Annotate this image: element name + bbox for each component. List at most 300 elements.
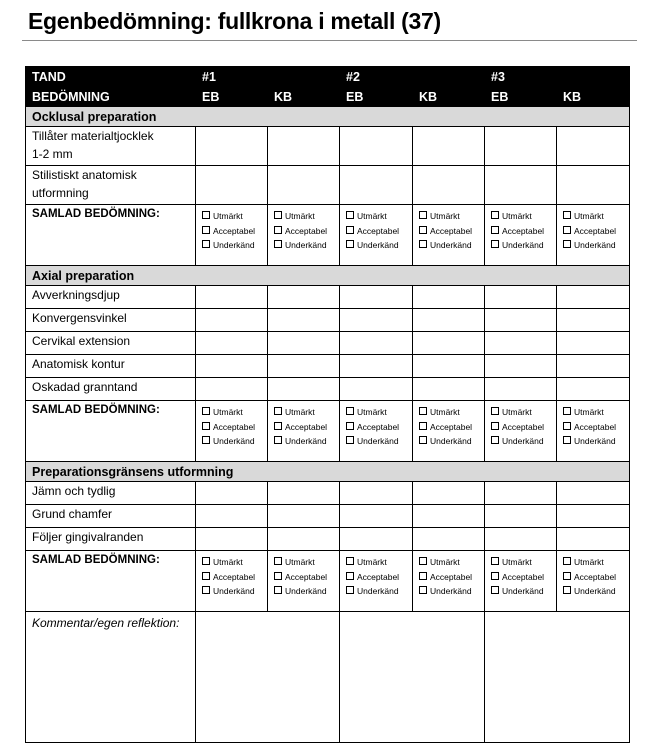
checkbox[interactable] bbox=[563, 211, 571, 219]
rating-options-cell bbox=[268, 401, 340, 462]
rating-option-label: Acceptabel bbox=[285, 225, 328, 236]
comment-row bbox=[26, 612, 630, 743]
comment-field[interactable] bbox=[196, 612, 340, 743]
score-cell[interactable] bbox=[340, 332, 413, 355]
rating-option[interactable] bbox=[346, 209, 412, 224]
header-cell: KB bbox=[268, 87, 340, 107]
checkbox[interactable] bbox=[563, 436, 571, 444]
checkbox[interactable] bbox=[419, 226, 427, 234]
score-cell[interactable] bbox=[268, 286, 340, 309]
score-cell[interactable] bbox=[485, 127, 557, 166]
comment-label: Kommentar/egen reflektion: bbox=[26, 612, 196, 743]
rating-option-label: Underkänd bbox=[430, 240, 472, 250]
rating-options-cell bbox=[413, 401, 485, 462]
checkbox[interactable] bbox=[419, 211, 427, 219]
rating-option-label: Utmärkt bbox=[574, 407, 604, 417]
checkbox[interactable] bbox=[274, 226, 282, 234]
checkbox[interactable] bbox=[346, 240, 354, 248]
score-cell[interactable] bbox=[340, 482, 413, 505]
criterion-label bbox=[26, 309, 196, 332]
rating-option[interactable] bbox=[202, 555, 267, 570]
score-cell[interactable] bbox=[557, 286, 630, 309]
checkbox[interactable] bbox=[202, 436, 210, 444]
rating-option[interactable] bbox=[491, 420, 556, 435]
header-cell: TAND bbox=[26, 67, 196, 87]
checkbox[interactable] bbox=[274, 586, 282, 594]
header-cell bbox=[557, 67, 630, 87]
header-cell: EB bbox=[340, 87, 413, 107]
checkbox[interactable] bbox=[346, 572, 354, 580]
checkbox[interactable] bbox=[563, 586, 571, 594]
checkbox[interactable] bbox=[491, 572, 499, 580]
rating-option[interactable] bbox=[419, 555, 484, 570]
rating-option-label: Underkänd bbox=[357, 240, 399, 250]
rating-option-label: Underkänd bbox=[502, 240, 544, 250]
rating-option-label: Acceptabel bbox=[357, 225, 400, 236]
score-cell[interactable] bbox=[340, 309, 413, 332]
criterion-row bbox=[26, 482, 630, 505]
rating-options-cell bbox=[268, 205, 340, 266]
section-header-row bbox=[26, 462, 630, 482]
checkbox[interactable] bbox=[491, 436, 499, 444]
rating-options-cell bbox=[268, 551, 340, 612]
checkbox[interactable] bbox=[563, 240, 571, 248]
score-cell[interactable] bbox=[485, 166, 557, 205]
checkbox[interactable] bbox=[346, 407, 354, 415]
rating-option-label: Underkänd bbox=[213, 240, 255, 250]
score-cell[interactable] bbox=[557, 166, 630, 205]
checkbox[interactable] bbox=[419, 436, 427, 444]
summary-label: SAMLAD BEDÖMNING: bbox=[26, 401, 196, 462]
rating-option[interactable] bbox=[274, 434, 339, 449]
rating-option-label: Utmärkt bbox=[574, 557, 604, 567]
rating-option-label: Underkänd bbox=[574, 586, 616, 596]
rating-option[interactable] bbox=[563, 238, 629, 253]
rating-option[interactable] bbox=[346, 584, 412, 599]
header-cell: BEDÖMNING bbox=[26, 87, 196, 107]
rating-option-label: Utmärkt bbox=[502, 557, 532, 567]
rating-option-label: Acceptabel bbox=[574, 421, 617, 432]
rating-option[interactable] bbox=[202, 224, 267, 239]
rating-option[interactable] bbox=[274, 238, 339, 253]
rating-option[interactable] bbox=[563, 224, 629, 239]
header-cell bbox=[268, 67, 340, 87]
rating-option[interactable] bbox=[491, 209, 556, 224]
rating-options-cell bbox=[485, 401, 557, 462]
summary-label: SAMLAD BEDÖMNING: bbox=[26, 551, 196, 612]
rating-options-cell bbox=[413, 205, 485, 266]
checkbox[interactable] bbox=[274, 436, 282, 444]
checkbox[interactable] bbox=[202, 586, 210, 594]
rating-option[interactable] bbox=[202, 434, 267, 449]
page-title: Egenbedömning: fullkrona i metall (37) bbox=[28, 8, 441, 34]
score-cell[interactable] bbox=[340, 528, 413, 551]
checkbox[interactable] bbox=[563, 422, 571, 430]
checkbox[interactable] bbox=[202, 240, 210, 248]
criterion-label bbox=[26, 355, 196, 378]
rating-option-label: Underkänd bbox=[213, 436, 255, 446]
rating-option-label: Utmärkt bbox=[430, 407, 460, 417]
criterion-label bbox=[26, 166, 196, 205]
rating-option[interactable] bbox=[563, 434, 629, 449]
score-cell[interactable] bbox=[340, 166, 413, 205]
rating-option[interactable] bbox=[491, 434, 556, 449]
rating-option[interactable] bbox=[274, 209, 339, 224]
score-cell[interactable] bbox=[557, 309, 630, 332]
score-cell[interactable] bbox=[196, 332, 268, 355]
criterion-row bbox=[26, 309, 630, 332]
rating-option[interactable] bbox=[563, 584, 629, 599]
rating-option[interactable] bbox=[419, 570, 484, 585]
rating-option-label: Acceptabel bbox=[574, 571, 617, 582]
rating-option[interactable] bbox=[491, 570, 556, 585]
rating-option[interactable] bbox=[274, 584, 339, 599]
checkbox[interactable] bbox=[346, 226, 354, 234]
checkbox[interactable] bbox=[491, 557, 499, 565]
summary-row bbox=[26, 551, 630, 612]
section-header-row bbox=[26, 266, 630, 286]
rating-option[interactable] bbox=[563, 570, 629, 585]
checkbox[interactable] bbox=[491, 240, 499, 248]
score-cell[interactable] bbox=[557, 332, 630, 355]
rating-option-label: Utmärkt bbox=[502, 407, 532, 417]
section-title: Ocklusal preparation bbox=[26, 107, 630, 127]
rating-options-cell bbox=[340, 401, 413, 462]
rating-options-cell bbox=[196, 401, 268, 462]
header-cell: #3 bbox=[485, 67, 557, 87]
score-cell[interactable] bbox=[413, 505, 485, 528]
criterion-label bbox=[26, 332, 196, 355]
score-cell[interactable] bbox=[557, 355, 630, 378]
score-cell[interactable] bbox=[268, 482, 340, 505]
score-cell[interactable] bbox=[557, 528, 630, 551]
score-cell[interactable] bbox=[485, 482, 557, 505]
score-cell[interactable] bbox=[196, 528, 268, 551]
rating-option[interactable] bbox=[491, 584, 556, 599]
checkbox[interactable] bbox=[346, 422, 354, 430]
rating-option[interactable] bbox=[419, 405, 484, 420]
rating-option[interactable] bbox=[274, 405, 339, 420]
header-cell bbox=[413, 67, 485, 87]
criterion-label-line: Avverkningsdjup bbox=[32, 288, 120, 302]
score-cell[interactable] bbox=[268, 528, 340, 551]
criterion-label-line: Jämn och tydlig bbox=[32, 484, 116, 498]
header-row-assessor bbox=[26, 87, 630, 107]
criterion-label-line: utformning bbox=[32, 186, 89, 200]
checkbox[interactable] bbox=[274, 240, 282, 248]
rating-option-label: Utmärkt bbox=[285, 211, 315, 221]
checkbox[interactable] bbox=[202, 572, 210, 580]
checkbox[interactable] bbox=[563, 226, 571, 234]
score-cell[interactable] bbox=[268, 355, 340, 378]
score-cell[interactable] bbox=[196, 127, 268, 166]
criterion-label-line: Tillåter materialtjocklek bbox=[32, 129, 154, 143]
rating-option[interactable] bbox=[419, 434, 484, 449]
rating-option-label: Underkänd bbox=[213, 586, 255, 596]
rating-option[interactable] bbox=[346, 420, 412, 435]
summary-row bbox=[26, 205, 630, 266]
checkbox[interactable] bbox=[419, 557, 427, 565]
checkbox[interactable] bbox=[202, 422, 210, 430]
criterion-label-line: Konvergensvinkel bbox=[32, 311, 127, 325]
rating-option-label: Acceptabel bbox=[430, 225, 473, 236]
rating-option[interactable] bbox=[419, 420, 484, 435]
score-cell[interactable] bbox=[340, 378, 413, 401]
rating-option[interactable] bbox=[202, 584, 267, 599]
score-cell[interactable] bbox=[485, 286, 557, 309]
checkbox[interactable] bbox=[202, 557, 210, 565]
score-cell[interactable] bbox=[196, 378, 268, 401]
rating-option[interactable] bbox=[274, 224, 339, 239]
rating-option[interactable] bbox=[346, 238, 412, 253]
checkbox[interactable] bbox=[346, 436, 354, 444]
rating-option-label: Underkänd bbox=[285, 586, 327, 596]
score-cell[interactable] bbox=[485, 309, 557, 332]
score-cell[interactable] bbox=[340, 355, 413, 378]
rating-option[interactable] bbox=[491, 224, 556, 239]
rating-option-label: Underkänd bbox=[357, 436, 399, 446]
score-cell[interactable] bbox=[413, 378, 485, 401]
summary-row bbox=[26, 401, 630, 462]
checkbox[interactable] bbox=[419, 422, 427, 430]
checkbox[interactable] bbox=[563, 407, 571, 415]
criterion-label-line: Anatomisk kontur bbox=[32, 357, 125, 371]
comment-field[interactable] bbox=[485, 612, 630, 743]
rating-option-label: Acceptabel bbox=[357, 421, 400, 432]
rating-option-label: Underkänd bbox=[430, 586, 472, 596]
criterion-row bbox=[26, 332, 630, 355]
criterion-label bbox=[26, 127, 196, 166]
score-cell[interactable] bbox=[485, 505, 557, 528]
checkbox[interactable] bbox=[491, 226, 499, 234]
rating-option[interactable] bbox=[202, 405, 267, 420]
score-cell[interactable] bbox=[340, 127, 413, 166]
score-cell[interactable] bbox=[268, 332, 340, 355]
rating-option-label: Utmärkt bbox=[285, 557, 315, 567]
score-cell[interactable] bbox=[196, 355, 268, 378]
rating-options-cell bbox=[340, 205, 413, 266]
criterion-label bbox=[26, 482, 196, 505]
checkbox[interactable] bbox=[274, 572, 282, 580]
score-cell[interactable] bbox=[557, 482, 630, 505]
section-title: Preparationsgränsens utformning bbox=[26, 462, 630, 482]
rating-option-label: Acceptabel bbox=[430, 421, 473, 432]
summary-label: SAMLAD BEDÖMNING: bbox=[26, 205, 196, 266]
rating-option-label: Acceptabel bbox=[574, 225, 617, 236]
rating-option[interactable] bbox=[202, 420, 267, 435]
criterion-label-line: Oskadad granntand bbox=[32, 380, 138, 394]
checkbox[interactable] bbox=[563, 557, 571, 565]
rating-option-label: Acceptabel bbox=[357, 571, 400, 582]
score-cell[interactable] bbox=[413, 332, 485, 355]
rating-option[interactable] bbox=[274, 555, 339, 570]
rating-option[interactable] bbox=[346, 405, 412, 420]
rating-option-label: Acceptabel bbox=[285, 421, 328, 432]
checkbox[interactable] bbox=[346, 557, 354, 565]
checkbox[interactable] bbox=[274, 557, 282, 565]
rating-option-label: Underkänd bbox=[357, 586, 399, 596]
header-cell: #2 bbox=[340, 67, 413, 87]
criterion-label-line: Följer gingivalranden bbox=[32, 530, 144, 544]
checkbox[interactable] bbox=[491, 211, 499, 219]
section-header-row bbox=[26, 107, 630, 127]
score-cell[interactable] bbox=[413, 286, 485, 309]
criterion-row bbox=[26, 127, 630, 166]
score-cell[interactable] bbox=[340, 286, 413, 309]
rating-options-cell bbox=[557, 205, 630, 266]
rating-option-label: Underkänd bbox=[285, 240, 327, 250]
checkbox[interactable] bbox=[274, 422, 282, 430]
score-cell[interactable] bbox=[413, 528, 485, 551]
score-cell[interactable] bbox=[268, 166, 340, 205]
score-cell[interactable] bbox=[413, 166, 485, 205]
score-cell[interactable] bbox=[413, 309, 485, 332]
rating-option-label: Underkänd bbox=[285, 436, 327, 446]
rating-option[interactable] bbox=[274, 420, 339, 435]
rating-option-label: Utmärkt bbox=[574, 211, 604, 221]
rating-option[interactable] bbox=[563, 209, 629, 224]
score-cell[interactable] bbox=[268, 505, 340, 528]
rating-option-label: Utmärkt bbox=[285, 407, 315, 417]
rating-options-cell bbox=[196, 551, 268, 612]
rating-option-label: Underkänd bbox=[574, 240, 616, 250]
rating-option[interactable] bbox=[491, 555, 556, 570]
checkbox[interactable] bbox=[346, 586, 354, 594]
header-cell: #1 bbox=[196, 67, 268, 87]
rating-option-label: Utmärkt bbox=[357, 407, 387, 417]
rating-option-label: Underkänd bbox=[502, 436, 544, 446]
header-row-tooth bbox=[26, 67, 630, 87]
score-cell[interactable] bbox=[268, 378, 340, 401]
rating-options-cell bbox=[413, 551, 485, 612]
rating-option[interactable] bbox=[491, 238, 556, 253]
score-cell[interactable] bbox=[557, 127, 630, 166]
score-cell[interactable] bbox=[557, 505, 630, 528]
rating-option[interactable] bbox=[563, 405, 629, 420]
header-cell: KB bbox=[413, 87, 485, 107]
rating-option-label: Underkänd bbox=[430, 436, 472, 446]
rating-option-label: Utmärkt bbox=[430, 211, 460, 221]
rating-option[interactable] bbox=[419, 209, 484, 224]
checkbox[interactable] bbox=[419, 407, 427, 415]
score-cell[interactable] bbox=[485, 355, 557, 378]
score-cell[interactable] bbox=[485, 332, 557, 355]
rating-option-label: Utmärkt bbox=[357, 557, 387, 567]
criterion-row bbox=[26, 355, 630, 378]
rating-option-label: Acceptabel bbox=[502, 421, 545, 432]
rating-option-label: Acceptabel bbox=[213, 421, 256, 432]
header-cell: EB bbox=[485, 87, 557, 107]
checkbox[interactable] bbox=[419, 586, 427, 594]
score-cell[interactable] bbox=[268, 127, 340, 166]
rating-option[interactable] bbox=[419, 224, 484, 239]
rating-option[interactable] bbox=[274, 570, 339, 585]
score-cell[interactable] bbox=[268, 309, 340, 332]
title-divider bbox=[22, 40, 637, 41]
rating-option-label: Utmärkt bbox=[213, 557, 243, 567]
rating-option[interactable] bbox=[419, 238, 484, 253]
score-cell[interactable] bbox=[196, 286, 268, 309]
checkbox[interactable] bbox=[491, 407, 499, 415]
rating-options-cell bbox=[557, 401, 630, 462]
rating-option[interactable] bbox=[491, 405, 556, 420]
criterion-row bbox=[26, 505, 630, 528]
rating-option-label: Acceptabel bbox=[213, 571, 256, 582]
criterion-label bbox=[26, 378, 196, 401]
score-cell[interactable] bbox=[196, 166, 268, 205]
checkbox[interactable] bbox=[346, 211, 354, 219]
checkbox[interactable] bbox=[491, 586, 499, 594]
rating-option[interactable] bbox=[346, 570, 412, 585]
score-cell[interactable] bbox=[413, 355, 485, 378]
rating-option-label: Acceptabel bbox=[430, 571, 473, 582]
rating-options-cell bbox=[557, 551, 630, 612]
score-cell[interactable] bbox=[340, 505, 413, 528]
criterion-row bbox=[26, 286, 630, 309]
score-cell[interactable] bbox=[485, 528, 557, 551]
section-title: Axial preparation bbox=[26, 266, 630, 286]
rating-option-label: Utmärkt bbox=[430, 557, 460, 567]
score-cell[interactable] bbox=[557, 378, 630, 401]
rating-option-label: Utmärkt bbox=[213, 407, 243, 417]
checkbox[interactable] bbox=[202, 226, 210, 234]
checkbox[interactable] bbox=[202, 211, 210, 219]
checkbox[interactable] bbox=[274, 407, 282, 415]
rating-option[interactable] bbox=[346, 224, 412, 239]
criterion-label bbox=[26, 528, 196, 551]
header-cell: EB bbox=[196, 87, 268, 107]
rating-option-label: Underkänd bbox=[574, 436, 616, 446]
checkbox[interactable] bbox=[202, 407, 210, 415]
rating-options-cell bbox=[196, 205, 268, 266]
score-cell[interactable] bbox=[413, 482, 485, 505]
criterion-row bbox=[26, 378, 630, 401]
score-cell[interactable] bbox=[485, 378, 557, 401]
score-cell[interactable] bbox=[413, 127, 485, 166]
score-cell[interactable] bbox=[196, 309, 268, 332]
checkbox[interactable] bbox=[419, 572, 427, 580]
score-cell[interactable] bbox=[196, 505, 268, 528]
criterion-label-line: Stilistiskt anatomisk bbox=[32, 168, 137, 182]
rating-options-cell bbox=[340, 551, 413, 612]
checkbox[interactable] bbox=[419, 240, 427, 248]
rating-option-label: Utmärkt bbox=[357, 211, 387, 221]
score-cell[interactable] bbox=[196, 482, 268, 505]
rating-option[interactable] bbox=[202, 209, 267, 224]
checkbox[interactable] bbox=[563, 572, 571, 580]
criterion-row bbox=[26, 166, 630, 205]
rating-options-cell bbox=[485, 551, 557, 612]
rating-option[interactable] bbox=[346, 555, 412, 570]
rating-option-label: Acceptabel bbox=[285, 571, 328, 582]
rating-option[interactable] bbox=[563, 420, 629, 435]
rating-option[interactable] bbox=[419, 584, 484, 599]
rating-option[interactable] bbox=[202, 238, 267, 253]
rating-option[interactable] bbox=[202, 570, 267, 585]
rating-option-label: Acceptabel bbox=[502, 571, 545, 582]
criterion-label-line: Cervikal extension bbox=[32, 334, 131, 348]
rating-options-cell bbox=[485, 205, 557, 266]
checkbox[interactable] bbox=[491, 422, 499, 430]
assessment-table bbox=[25, 66, 630, 743]
rating-option[interactable] bbox=[346, 434, 412, 449]
checkbox[interactable] bbox=[274, 211, 282, 219]
rating-option-label: Utmärkt bbox=[213, 211, 243, 221]
comment-field[interactable] bbox=[340, 612, 485, 743]
rating-option-label: Underkänd bbox=[502, 586, 544, 596]
rating-option-label: Utmärkt bbox=[502, 211, 532, 221]
rating-option[interactable] bbox=[563, 555, 629, 570]
